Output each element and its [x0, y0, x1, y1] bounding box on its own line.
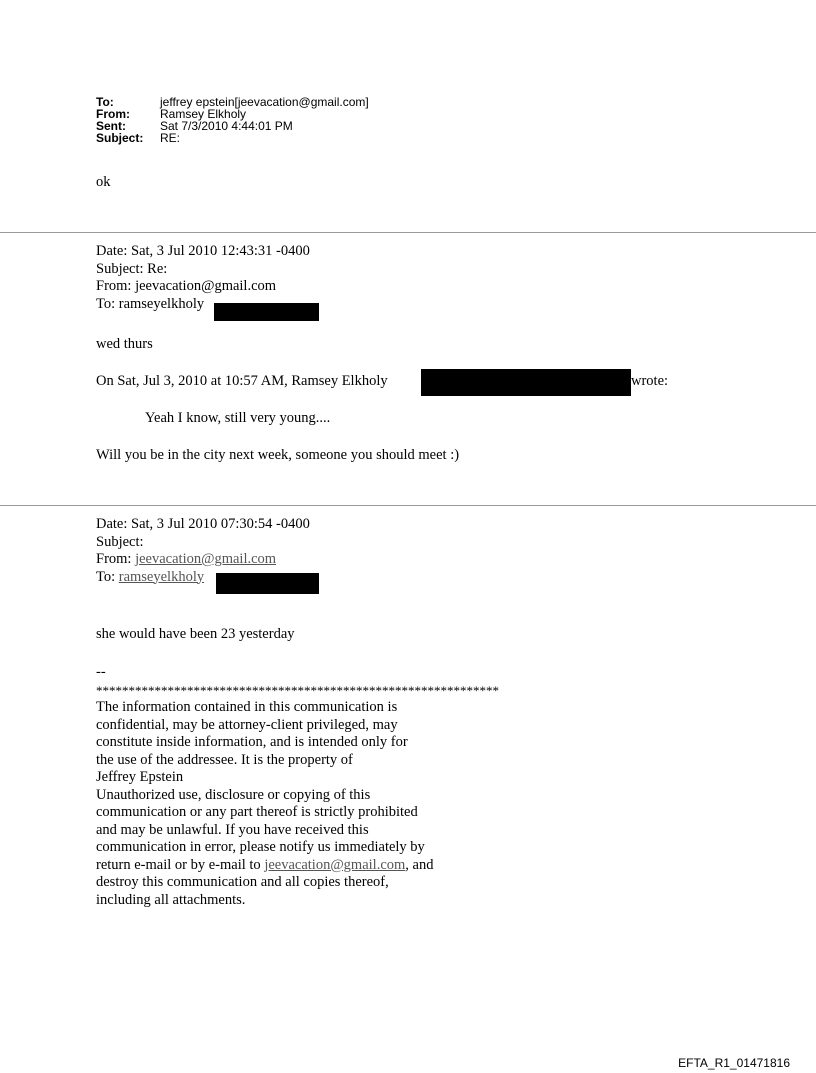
message-2-date: Date: Sat, 3 Jul 2010 12:43:31 -0400 — [96, 243, 310, 259]
quote-intro: On Sat, Jul 3, 2010 at 10:57 AM, Ramsey Elkholy — [96, 373, 388, 389]
message-3-from — [96, 551, 310, 569]
from-prefix: From: — [96, 551, 136, 567]
message-2-from: From: jeevacation@gmail.com — [96, 278, 277, 294]
redaction-box — [216, 573, 319, 594]
reply-body: ok — [96, 174, 111, 190]
disclaimer-line: The information contained in this communication is — [96, 699, 398, 715]
to-email-link[interactable]: ramseyelkholy — [118, 568, 205, 585]
disclaimer-line: including all attachments. — [96, 891, 246, 908]
message-divider — [0, 232, 816, 233]
disclaimer-line: communication in error, please notify us immediately by — [96, 839, 425, 855]
disclaimer-line: Jeffrey Epstein — [96, 769, 184, 785]
quoted-question: Will you be in the city next week, someone you should meet :) — [96, 447, 460, 463]
from-email-link[interactable]: jeevacation@gmail.com — [135, 551, 277, 567]
subject-label: Subject: — [96, 131, 144, 145]
to-value: jeffrey epstein[jeevacation@gmail.com] — [160, 95, 369, 109]
signature-dashes: -- — [96, 664, 106, 680]
message-3-date: Date: Sat, 3 Jul 2010 07:30:54 -0400 — [96, 516, 310, 532]
message-3-subject: Subject: — [96, 533, 144, 550]
subject-row — [96, 132, 369, 144]
sent-label: Sent: — [96, 119, 126, 133]
disclaimer-line: Unauthorized use, disclosure or copying of this — [96, 786, 371, 803]
subject-value: RE: — [160, 131, 181, 145]
disclaimer-line: confidential, may be attorney-client privileged, may — [96, 716, 398, 733]
disclaimer-line: destroy this communication and all copies thereof, — [96, 874, 389, 890]
to-label: To: — [96, 95, 114, 109]
message-divider — [0, 505, 816, 506]
message-2-subject: Subject: Re: — [96, 260, 168, 277]
disclaimer-line: the use of the addressee. It is the property of — [96, 751, 353, 768]
from-value: Ramsey Elkholy — [160, 107, 247, 121]
disclaimer-line: constitute inside information, and is intended only for — [96, 734, 408, 750]
signature-block — [96, 664, 499, 909]
quote-intro-end: wrote: — [631, 373, 669, 389]
message-2-body: wed thurs — [96, 336, 153, 352]
disclaimer-line: communication or any part thereof is strictly prohibited — [96, 804, 418, 820]
message-3-body: she would have been 23 yesterday — [96, 626, 295, 642]
email-line-prefix: return e-mail or by e-mail to — [96, 856, 265, 873]
document-id: EFTA_R1_01471816 — [678, 1056, 790, 1070]
email-header — [96, 96, 369, 144]
email-line-suffix: , and — [405, 856, 434, 873]
from-label: From: — [96, 107, 130, 121]
disclaimer-email-line — [96, 857, 499, 875]
redaction-box — [421, 369, 631, 396]
redaction-box — [214, 303, 319, 321]
quoted-text: Yeah I know, still very young.... — [145, 410, 331, 426]
disclaimer-email-link[interactable]: jeevacation@gmail.com — [264, 856, 406, 873]
message-2-to: To: ramseyelkholy — [96, 295, 205, 312]
signature-stars: ************************************************************** — [96, 682, 499, 698]
disclaimer-line: and may be unlawful. If you have received this — [96, 821, 369, 838]
to-prefix: To: — [96, 568, 119, 585]
sent-value: Sat 7/3/2010 4:44:01 PM — [160, 119, 293, 133]
